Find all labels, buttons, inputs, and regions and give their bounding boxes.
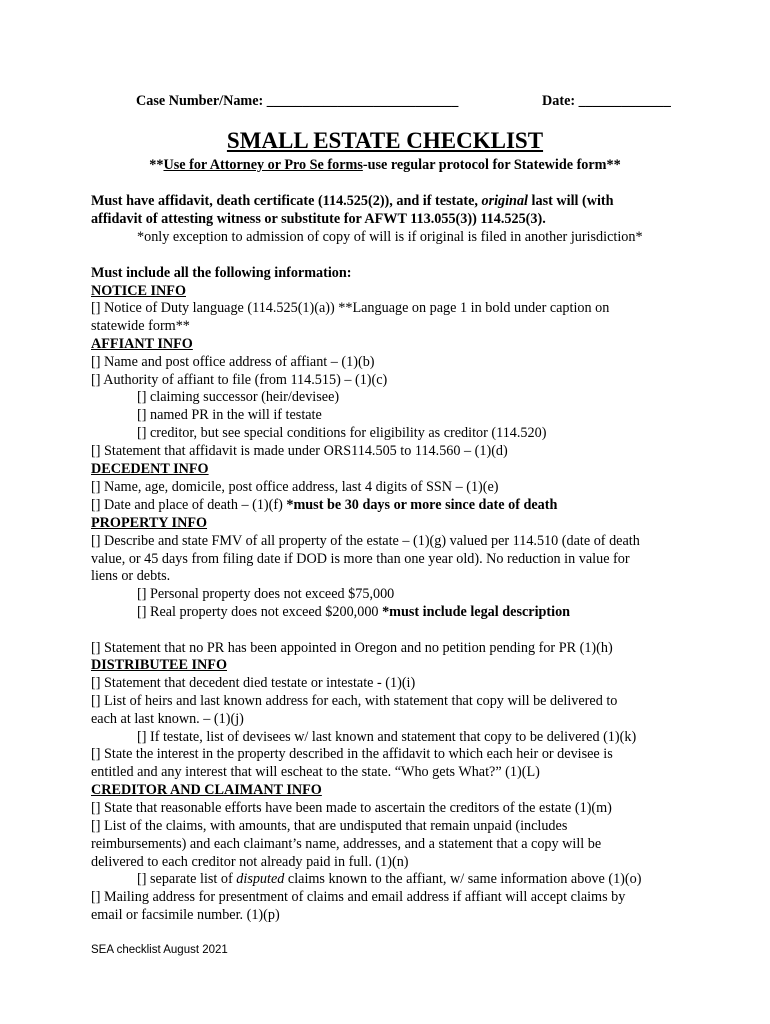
- checklist-item-cont: reimbursements) and each claimant’s name, addresses, and a statement that a copy will be: [91, 836, 602, 852]
- checklist-item-cont: entitled and any interest that will escheat to the state. “Who gets What?” (1)(L): [91, 764, 540, 780]
- page-subtitle: [0, 157, 770, 174]
- checklist-item: [] State the interest in the property described in the affidavit to which each heir or devisee is: [91, 746, 613, 762]
- checklist-item: [] Statement that decedent died testate or intestate - (1)(i): [91, 675, 416, 691]
- checklist-item-cont: delivered to each creditor not already paid in full. (1)(n): [91, 854, 409, 870]
- checklist-item: [] Statement that no PR has been appointed in Oregon and no petition pending for PR (1)(h): [91, 640, 613, 656]
- item-bold-note: *must be 30 days or more since date of death: [286, 497, 558, 513]
- page-title: SMALL ESTATE CHECKLIST: [226, 128, 544, 153]
- item-italic: disputed: [236, 871, 285, 887]
- requirement-italic: original: [481, 193, 528, 209]
- item-text: claims known to the affiant, w/ same information above (1)(o): [284, 871, 642, 887]
- requirement-line-1: [91, 192, 614, 210]
- checklist-item: [] Statement that affidavit is made under ORS114.505 to 114.560 – (1)(d): [91, 443, 508, 459]
- section-heading-notice: NOTICE INFO: [91, 283, 186, 299]
- checklist-item: [] List of heirs and last known address for each, with statement that copy will be delivered to: [91, 693, 618, 709]
- item-text: [] separate list of: [137, 871, 237, 887]
- checklist-subitem: [] Personal property does not exceed $75,000: [137, 586, 395, 602]
- checklist-subitem: [] creditor, but see special conditions for eligibility as creditor (114.520): [137, 425, 547, 441]
- checklist-subitem: [] named PR in the will if testate: [137, 407, 322, 423]
- case-number-field: Case Number/Name: ___________________________: [136, 93, 459, 109]
- requirement-text-a: Must have affidavit, death certificate (114.525(2)), and if testate,: [91, 193, 482, 209]
- checklist-subitem: [137, 870, 641, 888]
- subtitle-prefix: **: [149, 157, 164, 173]
- section-heading-creditor: CREDITOR AND CLAIMANT INFO: [91, 782, 322, 798]
- item-text: [] Real property does not exceed $200,000: [137, 604, 383, 620]
- checklist-item-cont: liens or debts.: [91, 568, 171, 584]
- checklist-subitem: [137, 603, 570, 621]
- requirement-text-b: last will (with: [528, 193, 614, 209]
- section-heading-distributee: DISTRIBUTEE INFO: [91, 657, 228, 673]
- checklist-item: [] Authority of affiant to file (from 114.515) – (1)(c): [91, 372, 388, 388]
- checklist-item: [] List of the claims, with amounts, that are undisputed that remain unpaid (includes: [91, 818, 568, 834]
- item-text: [] Date and place of death – (1)(f): [91, 497, 287, 513]
- checklist-item-cont: statewide form**: [91, 318, 190, 334]
- section-heading-property: PROPERTY INFO: [91, 515, 208, 531]
- checklist-item-cont: email or facsimile number. (1)(p): [91, 907, 280, 923]
- subtitle-suffix: -use regular protocol for Statewide form**: [362, 157, 621, 173]
- subtitle-underlined: Use for Attorney or Pro Se forms: [163, 157, 363, 173]
- checklist-item: [] Describe and state FMV of all property of the estate – (1)(g) valued per 114.510 (date of death: [91, 533, 640, 549]
- checklist-item: [] Name, age, domicile, post office address, last 4 digits of SSN – (1)(e): [91, 479, 499, 495]
- section-heading-affiant: AFFIANT INFO: [91, 336, 193, 352]
- checklist-subitem: [] If testate, list of devisees w/ last known and statement that copy to be delivered (1)(k): [137, 729, 637, 745]
- item-bold-note: *must include legal description: [382, 604, 571, 620]
- checklist-item: [91, 496, 557, 514]
- date-field: Date: _____________: [542, 93, 671, 109]
- checklist-subitem: [] claiming successor (heir/devisee): [137, 389, 340, 405]
- requirement-line-2: affidavit of attesting witness or substitute for AFWT 113.055(3)) 114.525(3).: [91, 211, 546, 227]
- page-footer: SEA checklist August 2021: [91, 944, 228, 956]
- checklist-item-cont: each at last known. – (1)(j): [91, 711, 244, 727]
- checklist-item: [] Mailing address for presentment of claims and email address if affiant will accept claims by: [91, 889, 626, 905]
- checklist-item: [] Name and post office address of affiant – (1)(b): [91, 354, 375, 370]
- intro-text: Must include all the following information:: [91, 265, 352, 281]
- checklist-item: [] State that reasonable efforts have been made to ascertain the creditors of the estate (1)(m): [91, 800, 612, 816]
- checklist-item: [] Notice of Duty language (114.525(1)(a)) **Language on page 1 in bold under caption on: [91, 300, 610, 316]
- checklist-item-cont: value, or 45 days from filing date if DOD is more than one year old). No reduction in value for: [91, 551, 630, 567]
- requirement-note: *only exception to admission of copy of will is if original is filed in another jurisdiction*: [137, 229, 643, 245]
- section-heading-decedent: DECEDENT INFO: [91, 461, 209, 477]
